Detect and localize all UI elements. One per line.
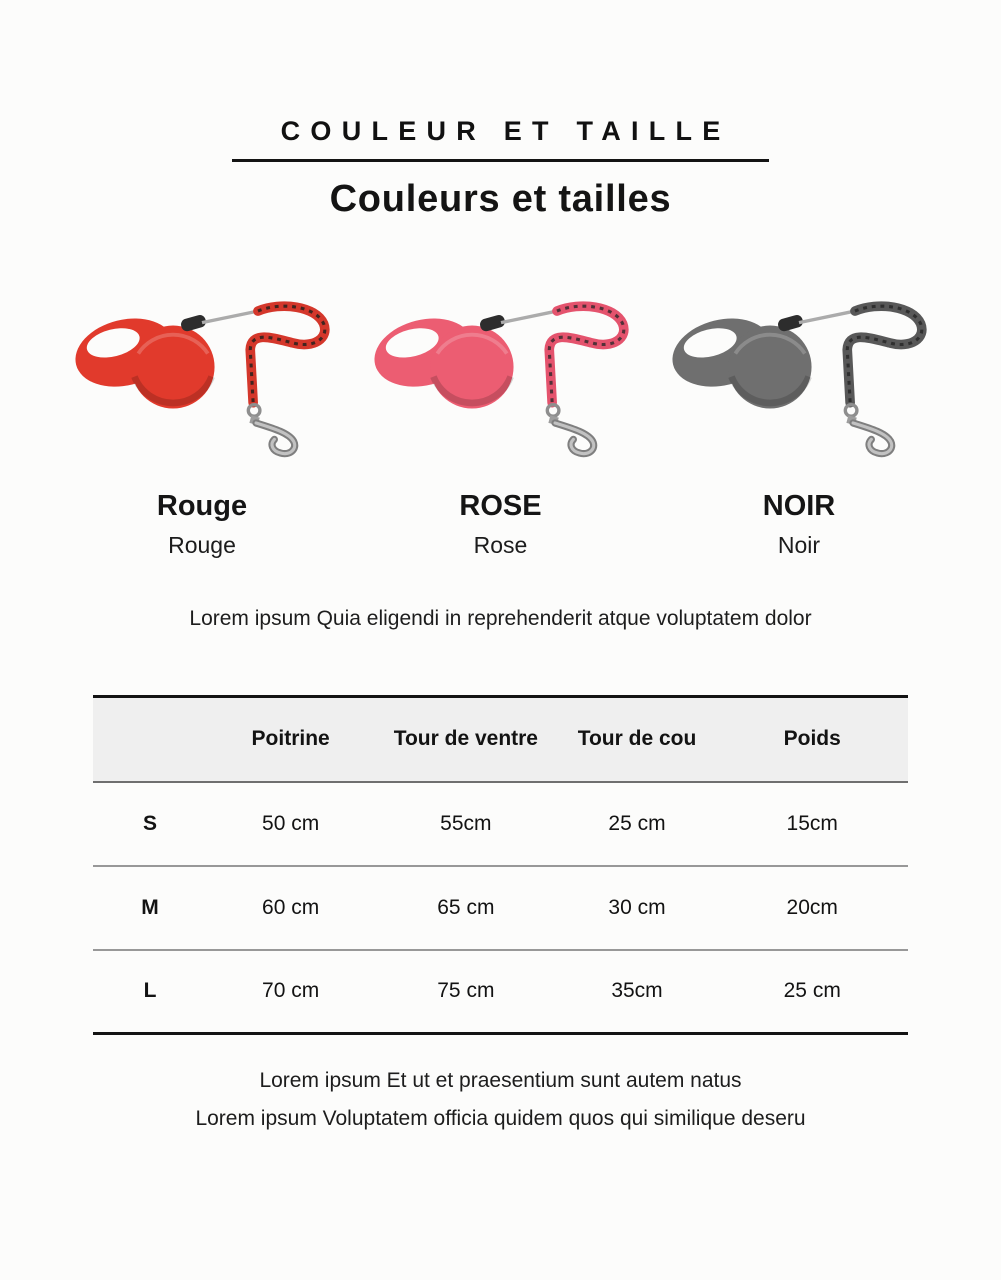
footer-note-line2: Lorem ipsum Voluptatem officia quidem quos qui similique deseru — [195, 1107, 806, 1130]
cell-poids: 20cm — [786, 895, 838, 919]
size-chart-table — [93, 695, 908, 1035]
size-label: S — [143, 811, 158, 835]
cell-tour-de-cou: 25 cm — [608, 811, 666, 835]
leash-image-pink — [356, 285, 646, 478]
leash-image-red — [57, 285, 347, 478]
section-title: Couleurs et tailles — [329, 178, 672, 220]
cell-tour-de-ventre: 75 cm — [437, 979, 495, 1003]
section-kicker: COULEUR ET TAILLE — [280, 116, 731, 146]
color-variants-row — [56, 285, 946, 559]
footer-note-line1: Lorem ipsum Et ut et praesentium sunt autem natus — [259, 1069, 742, 1092]
variant-name: ROSE — [459, 490, 542, 522]
cell-poitrine: 70 cm — [262, 979, 320, 1003]
size-table-header-row — [93, 697, 908, 782]
cell-tour-de-ventre: 55cm — [440, 811, 492, 835]
cell-tour-de-cou: 35cm — [611, 979, 663, 1003]
variant-noir — [653, 285, 946, 559]
variant-subname: Noir — [777, 532, 821, 558]
variant-subname: Rose — [473, 532, 528, 558]
cell-tour-de-cou: 30 cm — [608, 895, 666, 919]
kicker-underline — [232, 159, 769, 162]
cell-poitrine: 50 cm — [262, 811, 320, 835]
col-header-tour-de-ventre: Tour de ventre — [374, 697, 557, 782]
table-row-s — [93, 782, 908, 866]
col-header-empty — [93, 697, 207, 782]
col-header-poitrine: Poitrine — [207, 697, 374, 782]
variant-subname: Rouge — [168, 532, 236, 558]
cell-tour-de-ventre: 65 cm — [437, 895, 495, 919]
size-label: L — [143, 979, 157, 1003]
variant-name: NOIR — [762, 490, 836, 522]
size-label: M — [141, 895, 159, 919]
cell-poids: 25 cm — [783, 979, 841, 1003]
cell-poids: 15cm — [786, 811, 838, 835]
variant-rouge — [56, 285, 349, 559]
cell-poitrine: 60 cm — [262, 895, 320, 919]
col-header-poids: Poids — [716, 697, 908, 782]
table-row-m — [93, 866, 908, 950]
col-header-tour-de-cou: Tour de cou — [558, 697, 717, 782]
colors-description: Lorem ipsum Quia eligendi in reprehenderit atque voluptatem dolor — [189, 607, 812, 630]
footer-notes — [0, 1062, 1001, 1138]
variant-name: Rouge — [156, 490, 248, 522]
variant-rose — [354, 285, 647, 559]
table-row-l — [93, 950, 908, 1034]
leash-image-black — [654, 285, 944, 478]
